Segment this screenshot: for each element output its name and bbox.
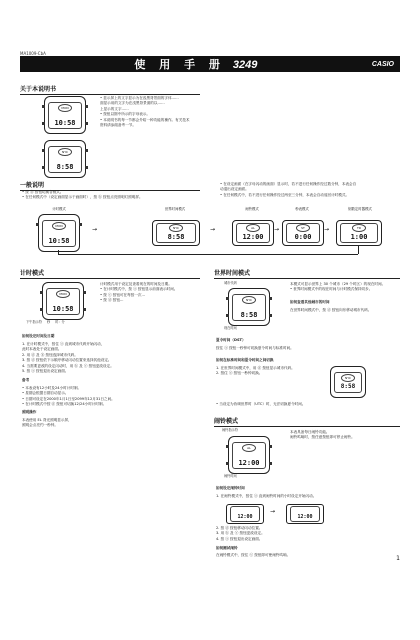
alarm-line: 闹铃鸣响时，按任意按钮即可停止闹铃。: [290, 435, 355, 440]
timekeeping-notes-heading: 备考: [22, 378, 30, 382]
worldtime-sub3-line: 1. 在世界时间模式中，用 ⓓ 按钮显示城市代码。: [216, 366, 295, 370]
worldtime-heading: 世界时间模式: [214, 268, 400, 279]
button-d-icon: [79, 223, 82, 226]
general-line: • 在任何模式中（设定画面显示于画面时），按 ⓑ 按钮点亮照明灯照明屏。: [22, 195, 143, 200]
arrow-right-icon: →: [274, 226, 280, 233]
general-line: • 按 ⓓ 按钮切换各模式。: [22, 190, 64, 194]
button-b-icon: [226, 314, 229, 317]
general-heading: 一般说明: [20, 180, 200, 191]
watch-digits: 8:58: [340, 383, 356, 390]
timekeeping-heading: 计时模式: [20, 268, 200, 279]
timekeeping-watch: [42, 282, 84, 320]
watch-display: [286, 223, 320, 243]
button-d-icon: [269, 297, 272, 300]
watch-digits: 10:58: [54, 119, 76, 127]
watch-dial: TR: [352, 224, 366, 232]
watch-dial: NYC: [169, 224, 183, 232]
light-line: 照明会点亮约一秒钟。: [22, 423, 58, 428]
button-b-icon: [42, 122, 45, 125]
alarm-test-heading: 如何测试闹铃: [216, 546, 238, 550]
worldtime-note: • 当设定为协调世界时（UTC）时，无法切换夏令时间。: [216, 402, 306, 406]
watch-display: [230, 506, 260, 522]
brand-logo: CASIO: [371, 60, 394, 68]
timekeeping-note: • 本表设有12小时及24小时计时制。: [22, 386, 82, 390]
mode-label: 闹铃模式: [245, 207, 259, 211]
button-c-icon: [269, 462, 272, 465]
button-a-icon: [42, 105, 45, 108]
arrow-right-icon: →: [92, 226, 98, 233]
watch-display: [232, 442, 266, 469]
worldtime-sub1-line: 在世界时间模式中，按 ⓓ 按钮向东移动城市代码。: [290, 308, 372, 312]
watch-display: [48, 102, 82, 129]
cycle-return-line: [58, 250, 59, 254]
watch-digits: 12:00: [242, 233, 264, 241]
button-d-icon: [85, 149, 88, 152]
manual-title: [20, 56, 372, 72]
timekeeping-step: 此时本表处于设定画面。: [22, 347, 62, 352]
timekeeping-notes: [22, 386, 202, 408]
button-a-icon: [226, 297, 229, 300]
worldtime-notes: [216, 402, 400, 407]
watch-digits: 12:00: [237, 514, 253, 520]
worldtime-sub1: 如何查看其他城市的时间: [290, 300, 330, 304]
watch-digits: 10:58: [48, 237, 70, 245]
about-heading: 关于本说明书: [20, 84, 200, 95]
cycle-return-line: [58, 254, 358, 255]
watch-dial: AL: [246, 224, 260, 232]
watch-display: [334, 372, 362, 393]
general-text: [22, 190, 212, 201]
worldtime-line: 本模式可显示世界上 30 个城市（29 个时区）的现在时间。: [290, 282, 386, 286]
timekeeping-step: 5. 按 ⓐ 按钮退出设定画面。: [22, 369, 69, 374]
timekeeping-intro: [100, 282, 200, 304]
mode-screen-timer: [336, 220, 382, 246]
worldtime-sub2: 夏令时间（DST）: [216, 338, 246, 342]
general-right-line: • 在设定画面（在字母闪动的画面）显示时，若不进行任何操作经过数分钟，本表会自: [220, 182, 357, 186]
button-a-icon: [36, 223, 39, 226]
alarm-subheading: 如何设定闹铃时间: [216, 486, 245, 490]
general-right-text: [220, 182, 400, 198]
about-text: [100, 96, 210, 128]
second-label: 秒: [46, 320, 51, 324]
timekeeping-line: • 在计时模式中，按 ⓐ 按钮显示前面表示时间。: [100, 287, 178, 292]
timekeeping-line: • 按 ⓒ 按钮可在每按一次…: [100, 292, 146, 297]
watch-digits: 1:00: [350, 233, 368, 241]
worldtime-sub3-line: 2. 按住 ⓐ 按钮一秒钟切换。: [216, 371, 263, 376]
about-line: • 本说明书的每一节都会介绍一种功能的操作。有关技术: [100, 117, 190, 122]
watch-illustration-1: [44, 96, 86, 134]
timekeeping-note: • 在计时模式中按 ⓓ 按钮可切换12/24小时计时制。: [22, 402, 107, 407]
title-banner: [20, 56, 400, 72]
watch-dial: NYC: [242, 296, 256, 304]
worldtime-watch: [228, 288, 270, 326]
watch-display: [156, 223, 196, 243]
timekeeping-labels: [26, 320, 106, 325]
timekeeping-line: 计时模式用于设定及查看现在的时间及日期。: [100, 282, 172, 286]
watch-illustration-2: [44, 140, 86, 178]
watch-dial: NYC: [341, 374, 355, 382]
arrow-right-icon: →: [324, 226, 330, 233]
alarm-steps: [216, 494, 400, 499]
light-line: 本表使用 EL 背光照明显示屏，: [22, 418, 72, 422]
button-c-icon: [85, 166, 88, 169]
about-line: 上显示的文字……: [100, 106, 129, 111]
mode-label: 秒表模式: [295, 207, 309, 211]
watch-display: [48, 146, 82, 173]
mode-watch-timekeeping: [38, 214, 80, 252]
watch-dial: ST: [296, 224, 310, 232]
watch-dial: MON: [58, 104, 72, 112]
alarm-watch: [228, 436, 270, 474]
manual-title-text: 使 用 手 册: [134, 58, 225, 71]
alarm-intro: [290, 430, 400, 441]
document-code: MA1009-CbA: [20, 51, 46, 56]
worldtime-sub1-text: [290, 308, 400, 313]
alarm-seq-screen: [286, 504, 324, 524]
timekeeping-step: 2. 用 ⓓ 及 ⓑ 按钮选择城市代码。: [22, 352, 78, 357]
alarm-time-label: 闹铃时间: [224, 474, 237, 478]
about-line: • 显示屏上的文字显示为在浅黑背景面的字体……: [100, 96, 179, 100]
button-b-icon: [40, 308, 43, 311]
button-b-icon: [42, 166, 45, 169]
worldtime-line: • 世界时间模式中的现在时间与计时模式保持同步。: [290, 287, 373, 292]
watch-dial: MON: [56, 290, 70, 298]
mode-label: 世界时间模式: [164, 207, 186, 211]
watch-digits: 8:58: [56, 163, 74, 171]
button-a-icon: [42, 149, 45, 152]
arrow-right-icon: →: [270, 508, 276, 515]
current-time-label: 现在时间: [224, 326, 237, 330]
general-right-line: 动退出设定画面。: [220, 187, 249, 192]
mode-screen-alarm: [232, 220, 274, 246]
about-line: • 按钮以图中所示的字母表示。: [100, 112, 150, 117]
button-c-icon: [83, 308, 86, 311]
button-a-icon: [40, 291, 43, 294]
alarm-heading: 闹铃模式: [214, 416, 400, 427]
alarm-step: 3. 用 ⓑ 及 ⓒ 按钮更改设定。: [216, 531, 265, 536]
hour-minute-label: 时：分: [55, 320, 65, 324]
alarm-setting-sequence: [226, 504, 396, 524]
light-heading: 照明操作: [22, 410, 37, 414]
watch-digits: 10:58: [52, 305, 74, 313]
alarm-steps-2: [216, 526, 400, 542]
timekeeping-steps: [22, 342, 202, 374]
button-d-icon: [85, 105, 88, 108]
watch-display: [340, 223, 378, 243]
mode-label: 计时模式: [52, 207, 66, 211]
general-right-line: • 在任何模式中，若不进行任何操作经过两至三分钟，本表会自动返回计时模式。: [220, 192, 350, 197]
model-number: 3249: [232, 59, 258, 71]
timekeeping-step: 4. 当需要更改的设定闪动时，用 ⓑ 及 ⓒ 按钮更改设定。: [22, 363, 114, 368]
timekeeping-step: 1. 在计时模式中，按住 ⓐ 直到城市代码开始闪动，: [22, 342, 105, 346]
worldtime-sub3-text: [216, 366, 326, 377]
watch-digits: 8:58: [167, 233, 185, 241]
button-d-icon: [269, 445, 272, 448]
light-text: [22, 418, 202, 429]
timekeeping-note: • 星期会根据日期自动显示。: [22, 391, 69, 396]
button-c-icon: [85, 122, 88, 125]
mode-screen-stopwatch: [282, 220, 324, 246]
watch-display: [46, 288, 80, 315]
mode-screen-worldtime: [152, 220, 200, 246]
button-b-icon: [226, 462, 229, 465]
dst-watch: [330, 366, 366, 398]
alarm-seq-screen: [226, 504, 264, 524]
about-line: 面显示用的文字为在浅黑背景面的以……: [100, 101, 165, 106]
alarm-step: 1. 在闹铃模式中，按住 ⓐ 直到闹铃时间的小时设定开始闪动。: [216, 494, 317, 498]
worldtime-sub2-text: [216, 346, 400, 351]
timekeeping-subheading: 如何设定时间及日期: [22, 334, 55, 338]
watch-digits: 12:00: [238, 459, 260, 467]
watch-display: [42, 220, 76, 247]
button-c-icon: [269, 314, 272, 317]
city-code-label: 城市代码: [224, 281, 237, 285]
alarm-test-text: 在闹铃模式中，按住 ⓒ 按钮即可使闹铃鸣响。: [216, 553, 291, 557]
worldtime-sub2-line: 按住 ⓐ 按钮一秒钟可切换夏令时间与标准时间。: [216, 346, 294, 350]
alarm-step: 2. 按 ⓓ 按钮移动闪动位置。: [216, 526, 263, 530]
watch-display: [290, 506, 320, 522]
mode-cycle-diagram: [20, 204, 400, 264]
alarm-indicator-label: 闹铃指示符: [222, 428, 238, 432]
mode-label: 倒数定时器模式: [348, 207, 372, 211]
alarm-step: 4. 按 ⓐ 按钮退出设定画面。: [216, 536, 263, 541]
arrow-right-icon: →: [210, 226, 216, 233]
worldtime-sub3: 如何在标准时间和夏令时间之间切换: [216, 358, 274, 362]
cycle-return-line: [358, 246, 359, 254]
timekeeping-note: • 日期可设定在2000年1月1日至2099年12月31日之间。: [22, 396, 115, 401]
watch-digits: 0:00: [294, 233, 312, 241]
timekeeping-step: 3. 按 ⓓ 按钮依下示顺序移动闪动位置来选择其他设定。: [22, 358, 112, 363]
alarm-line: 本表具备每日闹铃功能。: [290, 430, 330, 434]
watch-dial: NYC: [58, 148, 72, 156]
button-d-icon: [83, 291, 86, 294]
pm-indicator-label: 下午指示符: [26, 320, 42, 324]
watch-digits: 8:58: [240, 311, 258, 319]
watch-digits: 12:00: [297, 514, 313, 520]
watch-display: [236, 223, 270, 243]
timekeeping-line: • 按 ⓓ 按钮…: [100, 298, 124, 303]
watch-dial: AL: [242, 444, 256, 452]
about-line: 资料请参阅备考一节。: [100, 123, 136, 128]
watch-dial: MON: [52, 222, 66, 230]
watch-display: [232, 294, 266, 321]
button-a-icon: [226, 445, 229, 448]
page-number: 1: [396, 555, 400, 562]
worldtime-intro: [290, 282, 400, 293]
